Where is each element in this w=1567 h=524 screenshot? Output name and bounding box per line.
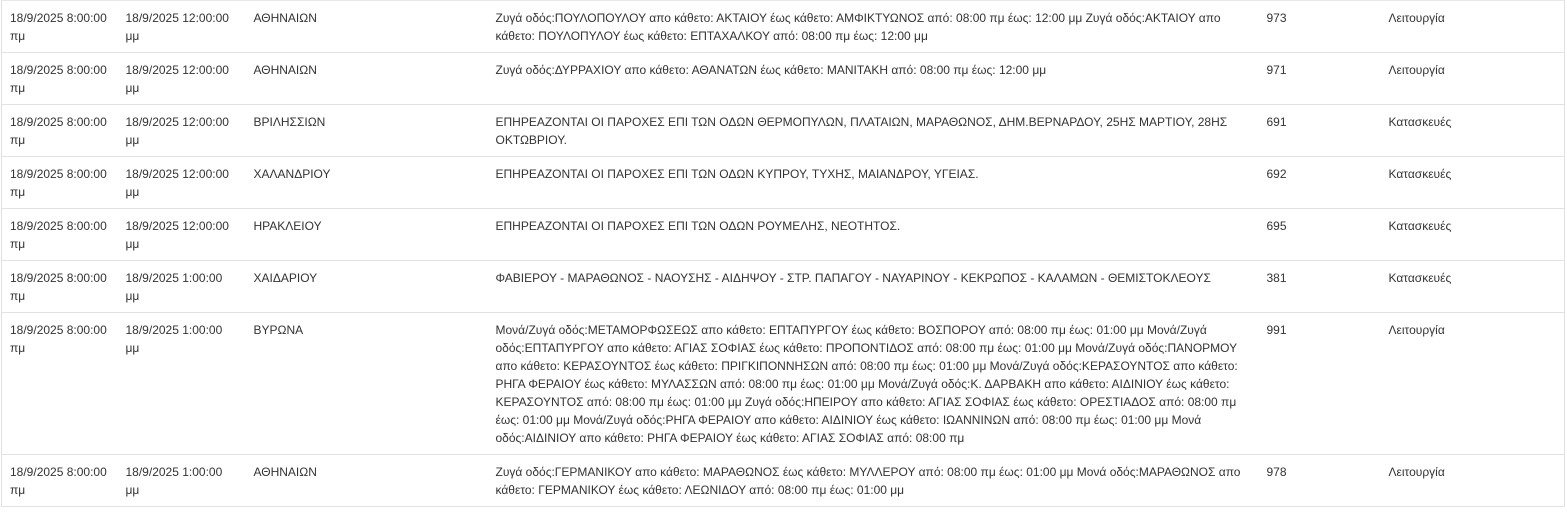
start-time-cell: 18/9/2025 8:00:00 πμ: [2, 105, 120, 157]
id-cell: 971: [1255, 53, 1373, 105]
area-cell: ΑΘΗΝΑΙΩΝ: [238, 53, 486, 105]
id-cell: 973: [1255, 1, 1373, 53]
end-time-cell: 18/9/2025 1:00:00 μμ: [120, 261, 238, 313]
table-row: [2, 455, 1565, 507]
description-cell: ΕΠΗΡΕΑΖΟΝΤΑΙ ΟΙ ΠΑΡΟΧΕΣ ΕΠΙ ΤΩΝ ΟΔΩΝ ΘΕΡΜΟΠΥΛΩΝ, ΠΛΑΤΑΙΩΝ, ΜΑΡΑΘΩΝΟΣ, ΔΗΜ.ΒΕΡΝΑΡΔΟΥ, 25ΗΣ ΜΑΡΤΙΟΥ, 28ΗΣ ΟΚΤΩΒΡΙΟΥ.: [486, 105, 1255, 157]
id-cell: 692: [1255, 157, 1373, 209]
table-row: [2, 53, 1565, 105]
start-time-cell: 18/9/2025 8:00:00 πμ: [2, 209, 120, 261]
end-time-cell: 18/9/2025 12:00:00 μμ: [120, 209, 238, 261]
description-cell: Μονά/Ζυγά οδός:ΜΕΤΑΜΟΡΦΩΣΕΩΣ απο κάθετο: ΕΠΤΑΠΥΡΓΟΥ έως κάθετο: ΒΟΣΠΟΡΟΥ από: 08:00 πμ έως: 01:00 μμ Μονά/Ζυγά οδός:ΕΠΤΑΠΥΡΓΟΥ απο κάθετο: ΑΓΙΑΣ ΣΟΦΙΑΣ έως κάθετο: ΠΡΟΠΟΝΤΙΔΟΣ από: 08:00 πμ έως: 01:00 μμ Μονά/Ζυγά οδός:ΠΑΝΟΡΜΟΥ απο κάθετο: ΚΕΡΑΣΟΥΝΤΟΣ έως κάθετο: ΠΡΙΓΚΙΠΟΝΝΗΣΩΝ από: 08:00 πμ έως: 01:00 μμ Μονά/Ζυγά οδός:ΚΕΡΑΣΟΥΝΤΟΣ απο κάθετο: ΡΗΓΑ ΦΕΡΑΙΟΥ έως κάθετο: ΜΥΛΑΣΣΩΝ από: 08:00 πμ έως: 01:00 μμ Μονά/Ζυγά οδός:Κ. ΔΑΡΒΑΚΗ απο κάθετο: ΑΙΔΙΝΙΟΥ έως κάθετο: ΚΕΡΑΣΟΥΝΤΟΣ από: 08:00 πμ έως: 01:00 μμ Ζυγά οδός:ΗΠΕΙΡΟΥ απο κάθετο: ΑΓΙΑΣ ΣΟΦΙΑΣ έως κάθετο: ΟΡΕΣΤΙΑΔΟΣ από: 08:00 πμ έως: 01:00 μμ Μονά/Ζυγά οδός:ΡΗΓΑ ΦΕΡΑΙΟΥ απο κάθετο: ΑΙΔΙΝΙΟΥ έως κάθετο: ΙΩΑΝΝΙΝΩΝ από: 08:00 πμ έως: 01:00 μμ Μονά οδός:ΑΙΔΙΝΙΟΥ απο κάθετο: ΡΗΓΑ ΦΕΡΑΙΟΥ έως κάθετο: ΑΓΙΑΣ ΣΟΦΙΑΣ από: 08:00 πμ: [486, 313, 1255, 455]
id-cell: 978: [1255, 455, 1373, 507]
type-cell: Λειτουργία: [1373, 1, 1565, 53]
type-cell: Λειτουργία: [1373, 455, 1565, 507]
end-time-cell: 18/9/2025 1:00:00 μμ: [120, 455, 238, 507]
outages-table: [1, 0, 1565, 507]
type-cell: Λειτουργία: [1373, 53, 1565, 105]
description-cell: ΕΠΗΡΕΑΖΟΝΤΑΙ ΟΙ ΠΑΡΟΧΕΣ ΕΠΙ ΤΩΝ ΟΔΩΝ ΡΟΥΜΕΛΗΣ, ΝΕΟΤΗΤΟΣ.: [486, 209, 1255, 261]
type-cell: Κατασκευές: [1373, 261, 1565, 313]
table-row: [2, 157, 1565, 209]
end-time-cell: 18/9/2025 12:00:00 μμ: [120, 1, 238, 53]
type-cell: Λειτουργία: [1373, 313, 1565, 455]
description-cell: ΕΠΗΡΕΑΖΟΝΤΑΙ ΟΙ ΠΑΡΟΧΕΣ ΕΠΙ ΤΩΝ ΟΔΩΝ ΚΥΠΡΟΥ, ΤΥΧΗΣ, ΜΑΙΑΝΔΡΟΥ, ΥΓΕΙΑΣ.: [486, 157, 1255, 209]
start-time-cell: 18/9/2025 8:00:00 πμ: [2, 53, 120, 105]
area-cell: ΑΘΗΝΑΙΩΝ: [238, 1, 486, 53]
description-cell: Ζυγά οδός:ΓΕΡΜΑΝΙΚΟΥ απο κάθετο: ΜΑΡΑΘΩΝΟΣ έως κάθετο: ΜΥΛΛΕΡΟΥ από: 08:00 πμ έως: 01:00 μμ Μονά οδός:ΜΑΡΑΘΩΝΟΣ απο κάθετο: ΓΕΡΜΑΝΙΚΟΥ έως κάθετο: ΛΕΩΝΙΔΟΥ από: 08:00 πμ έως: 01:00 μμ: [486, 455, 1255, 507]
start-time-cell: 18/9/2025 8:00:00 πμ: [2, 1, 120, 53]
end-time-cell: 18/9/2025 12:00:00 μμ: [120, 157, 238, 209]
type-cell: Κατασκευές: [1373, 105, 1565, 157]
start-time-cell: 18/9/2025 8:00:00 πμ: [2, 313, 120, 455]
table-row: [2, 313, 1565, 455]
table-row: [2, 209, 1565, 261]
area-cell: ΧΑΙΔΑΡΙΟΥ: [238, 261, 486, 313]
description-cell: Ζυγά οδός:ΔΥΡΡΑΧΙΟΥ απο κάθετο: ΑΘΑΝΑΤΩΝ έως κάθετο: ΜΑΝΙΤΑΚΗ από: 08:00 πμ έως: 12:00 μμ: [486, 53, 1255, 105]
type-cell: Κατασκευές: [1373, 209, 1565, 261]
start-time-cell: 18/9/2025 8:00:00 πμ: [2, 261, 120, 313]
area-cell: ΒΡΙΛΗΣΣΙΩΝ: [238, 105, 486, 157]
description-cell: ΦΑΒΙΕΡΟΥ - ΜΑΡΑΘΩΝΟΣ - ΝΑΟΥΣΗΣ - ΑΙΔΗΨΟΥ - ΣΤΡ. ΠΑΠΑΓΟΥ - ΝΑΥΑΡΙΝΟΥ - ΚΕΚΡΩΠΟΣ - ΚΑΛΑΜΩΝ - ΘΕΜΙΣΤΟΚΛΕΟΥΣ: [486, 261, 1255, 313]
area-cell: ΧΑΛΑΝΔΡΙΟΥ: [238, 157, 486, 209]
table-row: [2, 105, 1565, 157]
type-cell: Κατασκευές: [1373, 157, 1565, 209]
area-cell: ΒΥΡΩΝΑ: [238, 313, 486, 455]
table-row: [2, 261, 1565, 313]
outages-table-body: [2, 1, 1565, 507]
id-cell: 991: [1255, 313, 1373, 455]
table-row: [2, 1, 1565, 53]
start-time-cell: 18/9/2025 8:00:00 πμ: [2, 455, 120, 507]
end-time-cell: 18/9/2025 12:00:00 μμ: [120, 105, 238, 157]
id-cell: 381: [1255, 261, 1373, 313]
id-cell: 695: [1255, 209, 1373, 261]
area-cell: ΗΡΑΚΛΕΙΟΥ: [238, 209, 486, 261]
area-cell: ΑΘΗΝΑΙΩΝ: [238, 455, 486, 507]
end-time-cell: 18/9/2025 1:00:00 μμ: [120, 313, 238, 455]
start-time-cell: 18/9/2025 8:00:00 πμ: [2, 157, 120, 209]
id-cell: 691: [1255, 105, 1373, 157]
end-time-cell: 18/9/2025 12:00:00 μμ: [120, 53, 238, 105]
description-cell: Ζυγά οδός:ΠΟΥΛΟΠΟΥΛΟΥ απο κάθετο: ΑΚΤΑΙΟΥ έως κάθετο: ΑΜΦΙΚΤΥΩΝΟΣ από: 08:00 πμ έως: 12:00 μμ Ζυγά οδός:ΑΚΤΑΙΟΥ απο κάθετο: ΠΟΥΛΟΠΥΛΟΥ έως κάθετο: ΕΠΤΑΧΑΛΚΟΥ από: 08:00 πμ έως: 12:00 μμ: [486, 1, 1255, 53]
